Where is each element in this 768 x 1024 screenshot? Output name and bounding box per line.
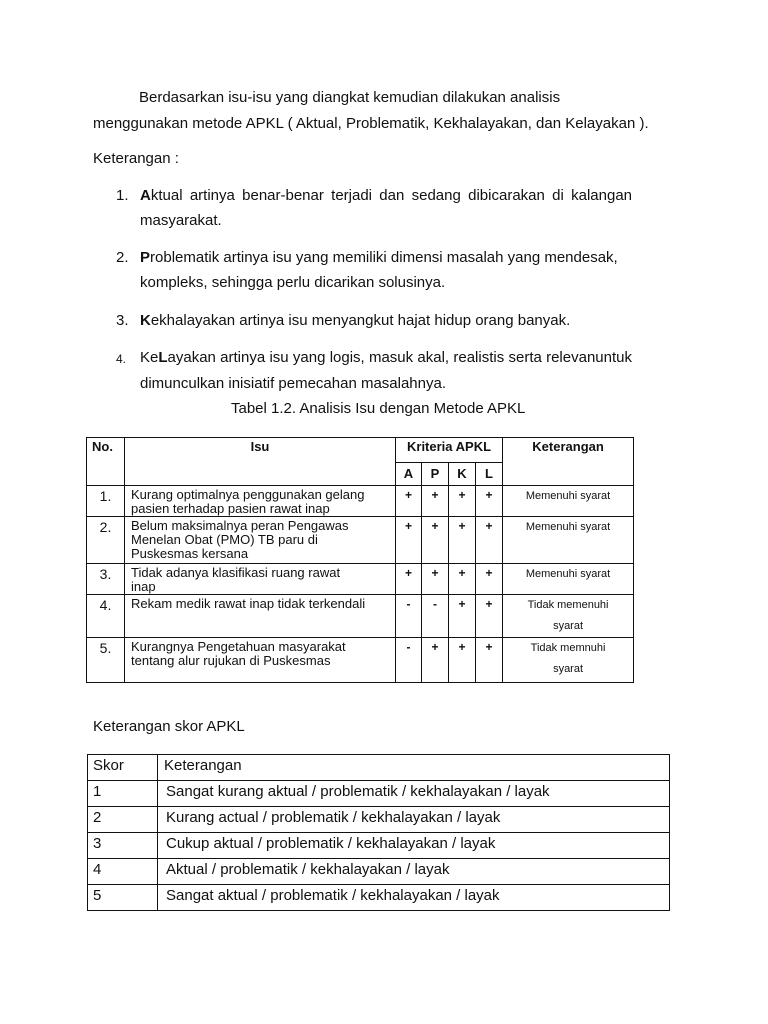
- row-isu: [125, 517, 396, 564]
- list-item-text: [140, 349, 632, 366]
- cell-a: -: [396, 595, 422, 638]
- skor-value: 5: [88, 885, 158, 911]
- ket-line: syarat: [553, 620, 584, 632]
- header-isu: Isu: [125, 438, 396, 486]
- list-item-text-cont: kompleks, sehingga perlu dicarikan solusinya.: [140, 274, 446, 291]
- header-kriteria: Kriteria APKL: [396, 438, 503, 463]
- header-skor: Skor: [88, 755, 158, 781]
- table-row: [87, 564, 634, 595]
- ket-line: Tidak memenuhi: [527, 599, 609, 611]
- cell-l: +: [476, 595, 503, 638]
- skor-table: [87, 754, 670, 911]
- row-isu: [125, 638, 396, 683]
- cell-p: +: [422, 486, 449, 517]
- intro-line-2: menggunakan metode APKL ( Aktual, Problematik, Kekhalayakan, dan Kelayakan ).: [93, 115, 649, 132]
- criteria-text: ktual artinya benar-benar terjadi dan sedang dibicarakan di kalangan: [150, 187, 632, 204]
- skor-keterangan: Aktual / problematik / kekhalayakan / layak: [158, 859, 670, 885]
- criteria-text: roblematik artinya isu yang memiliki dimensi masalah yang mendesak,: [150, 249, 618, 266]
- row-isu: [125, 486, 396, 517]
- skor-value: 2: [88, 807, 158, 833]
- header-no: No.: [87, 438, 125, 486]
- skor-keterangan: Sangat aktual / problematik / kekhalayakan / layak: [158, 885, 670, 911]
- ket-line: Tidak memnuhi: [530, 642, 606, 654]
- cell-a: +: [396, 486, 422, 517]
- row-no: 2.: [87, 517, 125, 564]
- cell-p: +: [422, 517, 449, 564]
- keterangan-label: Keterangan :: [93, 150, 179, 167]
- cell-p: +: [422, 638, 449, 683]
- cell-k: +: [449, 564, 476, 595]
- criteria-text: ekhalayakan artinya isu menyangkut hajat hidup orang banyak.: [150, 312, 571, 329]
- row-no: 3.: [87, 564, 125, 595]
- intro-line-1: Berdasarkan isu-isu yang diangkat kemudian dilakukan analisis: [139, 89, 561, 106]
- cell-k: +: [449, 595, 476, 638]
- skor-value: 1: [88, 781, 158, 807]
- skor-keterangan: Cukup aktual / problematik / kekhalayakan / layak: [158, 833, 670, 859]
- skor-value: 3: [88, 833, 158, 859]
- criteria-text: ayakan artinya isu yang logis, masuk akal, realistis serta relevanuntuk: [167, 349, 632, 366]
- skor-row: [88, 781, 670, 807]
- cell-l: +: [476, 564, 503, 595]
- list-item-text: [140, 312, 570, 329]
- cell-a: -: [396, 638, 422, 683]
- cell-l: +: [476, 517, 503, 564]
- header-p: P: [422, 463, 449, 486]
- skor-label: Keterangan skor APKL: [93, 718, 245, 735]
- skor-row: [88, 807, 670, 833]
- table-header-row: [87, 438, 634, 463]
- isu-line: Rekam medik rawat inap tidak terkendali: [131, 596, 366, 611]
- skor-header-row: [88, 755, 670, 781]
- ket-line: syarat: [553, 663, 584, 675]
- cell-k: +: [449, 517, 476, 564]
- isu-line: tentang alur rujukan di Puskesmas: [131, 653, 331, 668]
- cell-l: +: [476, 638, 503, 683]
- apkl-table: [86, 437, 634, 683]
- skor-value: 4: [88, 859, 158, 885]
- table-row: [87, 638, 634, 683]
- list-item-number: 1.: [116, 187, 129, 204]
- criteria-initial: P: [140, 249, 151, 266]
- row-keterangan: [503, 517, 634, 564]
- cell-p: -: [422, 595, 449, 638]
- header-keterangan: Keterangan: [158, 755, 670, 781]
- cell-a: +: [396, 564, 422, 595]
- table-row: [87, 595, 634, 638]
- isu-line: Menelan Obat (PMO) TB paru di: [131, 532, 318, 547]
- table-caption: Tabel 1.2. Analisis Isu dengan Metode APKL: [231, 400, 526, 417]
- header-l: L: [476, 463, 503, 486]
- row-keterangan: [503, 564, 634, 595]
- row-no: 5.: [87, 638, 125, 683]
- cell-a: +: [396, 517, 422, 564]
- row-keterangan: [503, 486, 634, 517]
- row-no: 4.: [87, 595, 125, 638]
- skor-row: [88, 885, 670, 911]
- list-item-text: [140, 249, 618, 266]
- list-item-number: 3.: [116, 312, 129, 329]
- list-item-text-cont: dimunculkan inisiatif pemecahan masalahnya.: [140, 375, 447, 392]
- row-no: 1.: [87, 486, 125, 517]
- row-keterangan: [503, 595, 634, 638]
- row-isu: [125, 595, 396, 638]
- cell-k: +: [449, 638, 476, 683]
- ket-line: Memenuhi syarat: [525, 490, 611, 502]
- row-keterangan: [503, 638, 634, 683]
- header-keterangan: Keterangan: [503, 438, 634, 486]
- table-row: [87, 486, 634, 517]
- list-item-number: 2.: [116, 249, 129, 266]
- cell-p: +: [422, 564, 449, 595]
- list-item-number: 4.: [116, 352, 127, 366]
- header-k: K: [449, 463, 476, 486]
- skor-row: [88, 833, 670, 859]
- criteria-initial: L: [158, 349, 168, 366]
- skor-keterangan: Sangat kurang aktual / problematik / kekhalayakan / layak: [158, 781, 670, 807]
- criteria-initial: K: [140, 312, 151, 329]
- list-item-text-cont: masyarakat.: [140, 212, 222, 229]
- header-a: A: [396, 463, 422, 486]
- ket-line: Memenuhi syarat: [525, 521, 611, 533]
- isu-line: Kurangnya Pengetahuan masyarakat: [131, 639, 346, 654]
- list-item-text: [140, 187, 632, 204]
- criteria-prefix: Ke: [140, 349, 159, 366]
- isu-line: Tidak adanya klasifikasi ruang rawat: [131, 565, 341, 580]
- row-isu: [125, 564, 396, 595]
- cell-k: +: [449, 486, 476, 517]
- isu-line: Belum maksimalnya peran Pengawas: [131, 518, 349, 533]
- criteria-initial: A: [140, 187, 151, 204]
- isu-line: inap: [131, 579, 156, 594]
- ket-line: Memenuhi syarat: [525, 568, 611, 580]
- skor-row: [88, 859, 670, 885]
- isu-line: Kurang optimalnya penggunakan gelang: [131, 487, 365, 502]
- skor-keterangan: Kurang actual / problematik / kekhalayakan / layak: [158, 807, 670, 833]
- cell-l: +: [476, 486, 503, 517]
- isu-line: pasien terhadap pasien rawat inap: [131, 501, 330, 516]
- table-row: [87, 517, 634, 564]
- isu-line: Puskesmas kersana: [131, 546, 249, 561]
